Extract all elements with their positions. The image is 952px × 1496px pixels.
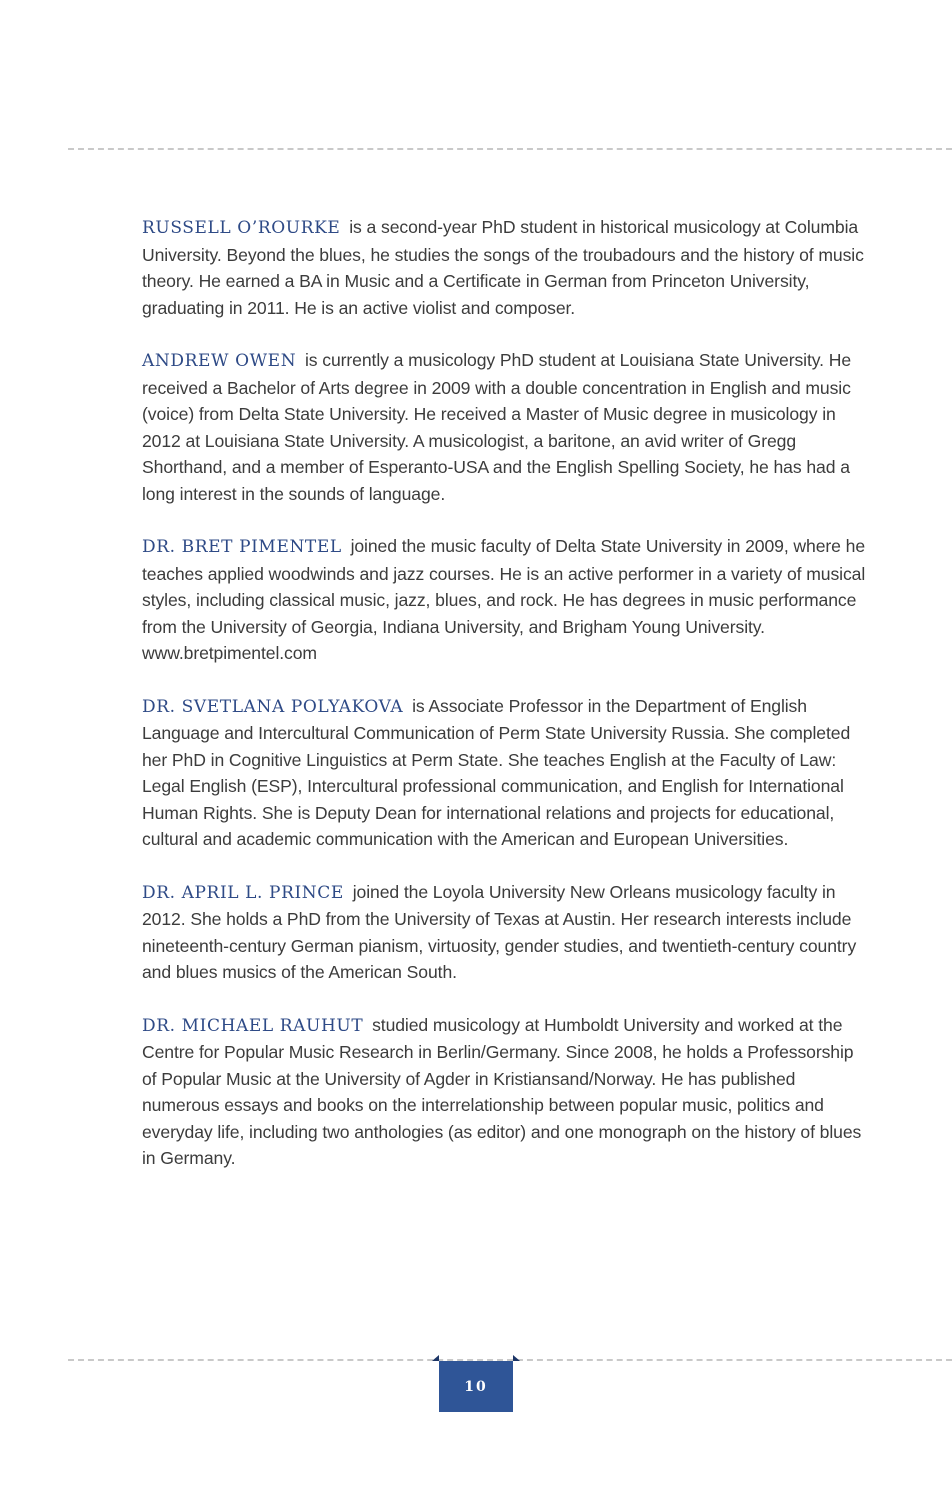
- bio-paragraph: [142, 1012, 868, 1172]
- bio-paragraph: [142, 347, 868, 507]
- contributor-name: ANDREW OWEN: [142, 351, 297, 371]
- contributor-name: DR. MICHAEL RAUHUT: [142, 1015, 364, 1036]
- bio-paragraph: [142, 214, 868, 321]
- contributor-bios: [142, 214, 868, 1198]
- bio-paragraph: [142, 693, 868, 853]
- page-number: 10: [464, 1378, 488, 1395]
- bio-text: joined the music faculty of Delta State University in 2009, where he teaches applied woodwinds and jazz courses. He is an active performer in a variety of musical styles, including classical music, jazz, blues, and rock. He has degrees in music performance from the University of Georgia, Indiana University, and Brigham Young University. www.bretpimentel.com: [142, 536, 866, 663]
- bio-text: is currently a musicology PhD student at Louisiana State University. He received a Bachelor of Arts degree in 2009 with a double concentration in English and music (voice) from Delta State University. He received a Master of Music degree in musicology in 2012 at Louisiana State University. A musicologist, a baritone, an avid writer of Gregg Shorthand, and a member of Esperanto-USA and the English Spelling Society, he has had a long interest in the sounds of language.: [142, 350, 852, 504]
- bio-text: is Associate Professor in the Department of English Language and Intercultural Communication of Perm State University Russia. She completed her PhD in Cognitive Linguistics at Perm State. She teaches English at the Faculty of Law: Legal English (ESP), Intercultural professional communication, and English for International Human Rights. She is Deputy Dean for international relations and projects for educational, cultural and academic communication with the American and European Universities.: [142, 695, 851, 849]
- bio-paragraph: [142, 533, 868, 667]
- top-dashed-rule: [68, 148, 952, 150]
- bio-text: joined the Loyola University New Orleans musicology faculty in 2012. She holds a PhD from the University of Texas at Austin. Her research interests include nineteenth-century German pianism, virtuosity, gender studies, and twentieth-century country and blues musics of the American South.: [142, 881, 857, 982]
- contributor-name: RUSSELL O’ROURKE: [142, 218, 341, 238]
- bio-paragraph: [142, 879, 868, 986]
- contributor-name: DR. APRIL L. PRINCE: [142, 882, 344, 903]
- contributor-name: DR. SVETLANA POLYAKOVA: [142, 696, 404, 717]
- bio-text: is a second-year PhD student in historical musicology at Columbia University. Beyond the blues, he studies the songs of the troubadours and the history of music theory. He earned a BA in Music and a Certificate in German from Princeton University, graduating in 2011. He is an active violist and composer.: [142, 217, 864, 318]
- bio-text: studied musicology at Humboldt University and worked at the Centre for Popular Music Research in Berlin/Germany. Since 2008, he holds a Professorship of Popular Music at the University of Agder in Kristiansand/Norway. He has published numerous essays and books on the interrelationship between popular music, politics and everyday life, including two anthologies (as editor) and one monograph on the history of blues in Germany.: [142, 1014, 862, 1168]
- contributor-name: DR. BRET PIMENTEL: [142, 537, 342, 557]
- page-number-tab: [439, 1361, 513, 1412]
